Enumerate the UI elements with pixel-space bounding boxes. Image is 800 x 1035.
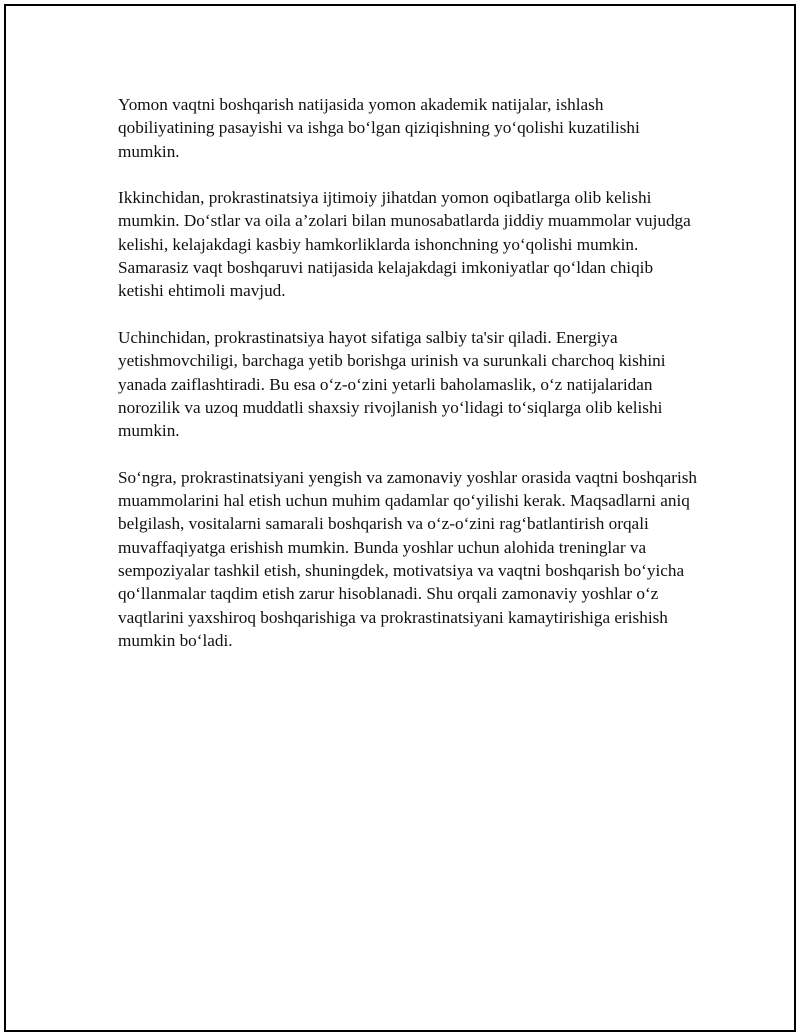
- paragraph-4: So‘ngra, prokrastinatsiyani yengish va zamonaviy yoshlar orasida vaqtni boshqarish muammolarini hal etish uchun muhim qadamlar qo‘yilishi kerak. Maqsadlarni aniq belgilash, vositalarni samarali boshqarish va o‘z-o‘zini rag‘batlantirish orqali muvaffaqiyatga erishish mumkin. Bunda yoshlar uchun alohida treninglar va sempoziyalar tashkil etish, shuningdek, motivatsiya va vaqtni boshqarish bo‘yicha qo‘llanmalar taqdim etish zarur hisoblanadi. Shu orqali zamonaviy yoshlar o‘z vaqtlarini yaxshiroq boshqarishiga va prokrastinatsiyani kamaytirishiga erishish mumkin bo‘ladi.: [118, 467, 697, 650]
- paragraph-3: Uchinchidan, prokrastinatsiya hayot sifatiga salbiy ta'sir qiladi. Energiya yetishmovchiligi, barchaga yetib borishga urinish va surunkali charchoq kishini yanada zaiflashtiradi. Bu esa o‘z-o‘zini yetarli baholamaslik, o‘z natijalaridan norozilik va uzoq muddatli shaxsiy rivojlanish yo‘lidagi to‘siqlarga olib kelishi mumkin.: [118, 327, 666, 441]
- paragraph-1: Yomon vaqtni boshqarish natijasida yomon akademik natijalar, ishlash qobiliyatining pasayishi va ishga bo‘lgan qiziqishning yo‘qolishi kuzatilishi mumkin.: [118, 95, 640, 161]
- paragraph-2: Ikkinchidan, prokrastinatsiya ijtimoiy jihatdan yomon oqibatlarga olib kelishi mumkin. Do‘stlar va oila a’zolari bilan munosabatlarda jiddiy muammolar vujudga kelishi, kelajakdagi kasbiy hamkorliklarda ishonchning yo‘qolishi mumkin. Samarasiz vaqt boshqaruvi natijasida kelajakdagi imkoniyatlar qo‘ldan chiqib ketishi ehtimoli mavjud.: [118, 188, 691, 301]
- document-body: [118, 93, 698, 675]
